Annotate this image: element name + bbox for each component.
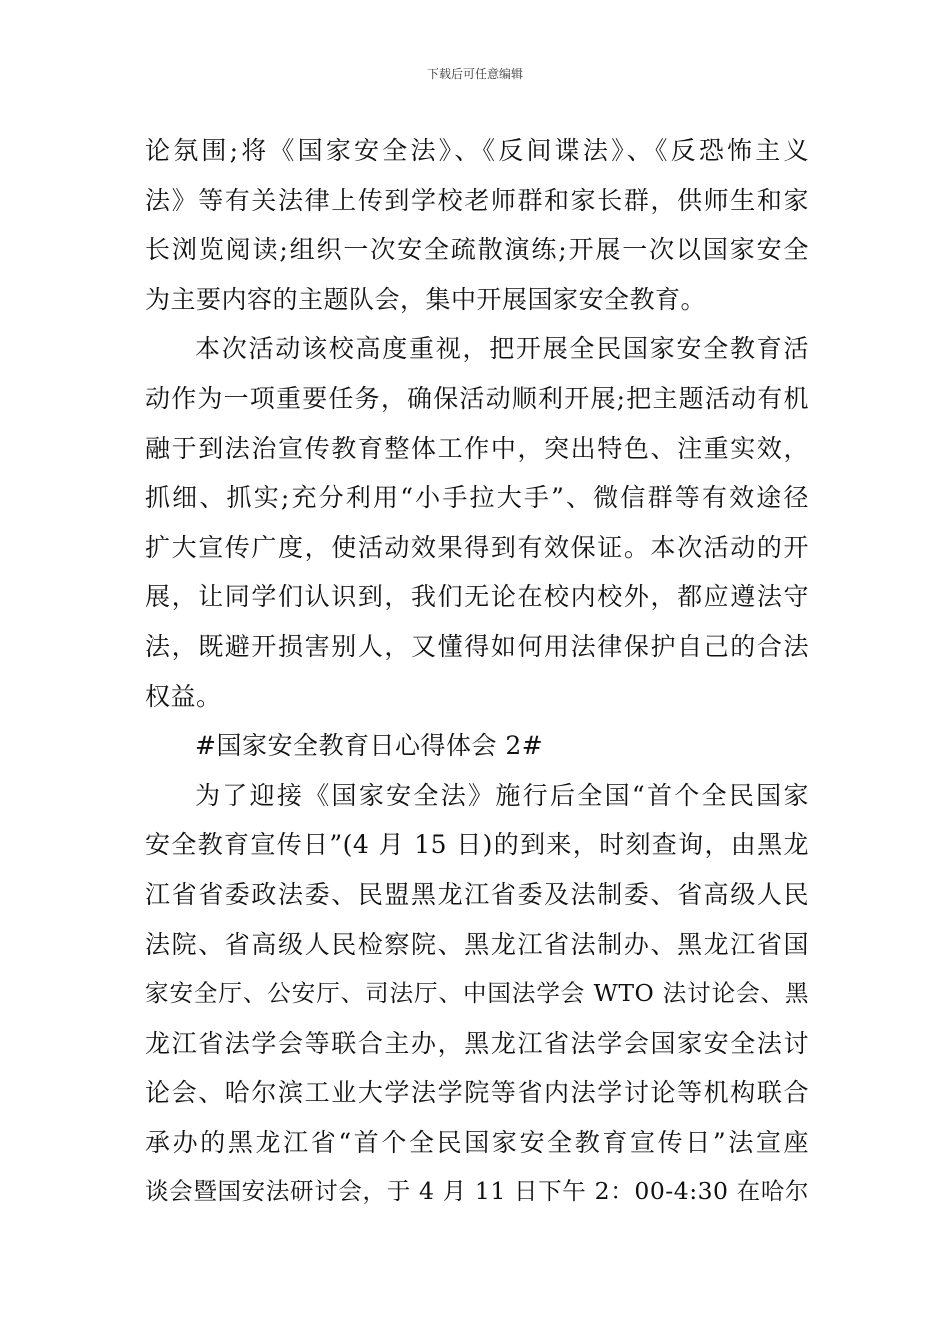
paragraph-3 (145, 771, 809, 1217)
text-line: 抓细、抓实;充分利用“小手拉大手”、微信群等有效途径 (145, 483, 809, 513)
text-line: 法》等有关法律上传到学校老师群和家长群，供师生和家 (145, 185, 809, 215)
text-line: 论会、哈尔滨工业大学法学院等省内法学讨论等机构联合 (145, 1078, 809, 1108)
text-line: 长浏览阅读;组织一次安全疏散演练;开展一次以国家安全 (145, 235, 809, 265)
paragraph-2 (145, 324, 809, 721)
text-line: 扩大宣传广度，使活动效果得到有效保证。本次活动的开 (145, 532, 809, 562)
text-line: 谈会暨国安法研讨会，于 4 月 11 日下午 2：00-4:30 在哈尔 (145, 1177, 809, 1206)
text-line: 家安全厅、公安厅、司法厅、中国法学会 WTO 法讨论会、黑 (145, 979, 809, 1008)
text-line: 江省省委政法委、民盟黑龙江省委及法制委、省高级人民 (145, 879, 809, 909)
text-line: 为主要内容的主题队会，集中开展国家安全教育。 (145, 284, 707, 314)
text-line: 融于到法治宣传教育整体工作中，突出特色、注重实效， (145, 433, 809, 463)
text-line: 龙江省法学会等联合主办，黑龙江省法学会国家安全法讨 (145, 1028, 809, 1058)
section-title: #国家安全教育日心得体会 2# (195, 731, 544, 761)
text-line: 法院、省高级人民检察院、黑龙江省法制办、黑龙江省国 (145, 929, 809, 959)
page-header-note: 下载后可任意编辑 (426, 67, 523, 81)
text-line: 展，让同学们认识到，我们无论在校内校外，都应遵法守 (145, 582, 809, 612)
text-line: 承办的黑龙江省“首个全民国家安全教育宣传日”法宣座 (145, 1127, 809, 1157)
text-line: 动作为一项重要任务，确保活动顺利开展;把主题活动有机 (145, 383, 809, 413)
text-line: 权益。 (145, 681, 222, 711)
text-line: 论氛围;将《国家安全法》、《反间谍法》、《反恐怖主义 (145, 136, 809, 165)
text-line: 法，既避开损害别人，又懂得如何用法律保护自己的合法 (145, 631, 809, 661)
text-line: 本次活动该校高度重视，把开展全民国家安全教育活 (195, 334, 809, 364)
text-line: 安全教育宣传日”(4 月 15 日)的到来，时刻查询，由黑龙 (145, 830, 809, 860)
text-line: 为了迎接《国家安全法》施行后全国“首个全民国家 (195, 780, 809, 810)
paragraph-1 (145, 126, 809, 324)
document-body (145, 126, 809, 1217)
section-heading (145, 721, 809, 771)
